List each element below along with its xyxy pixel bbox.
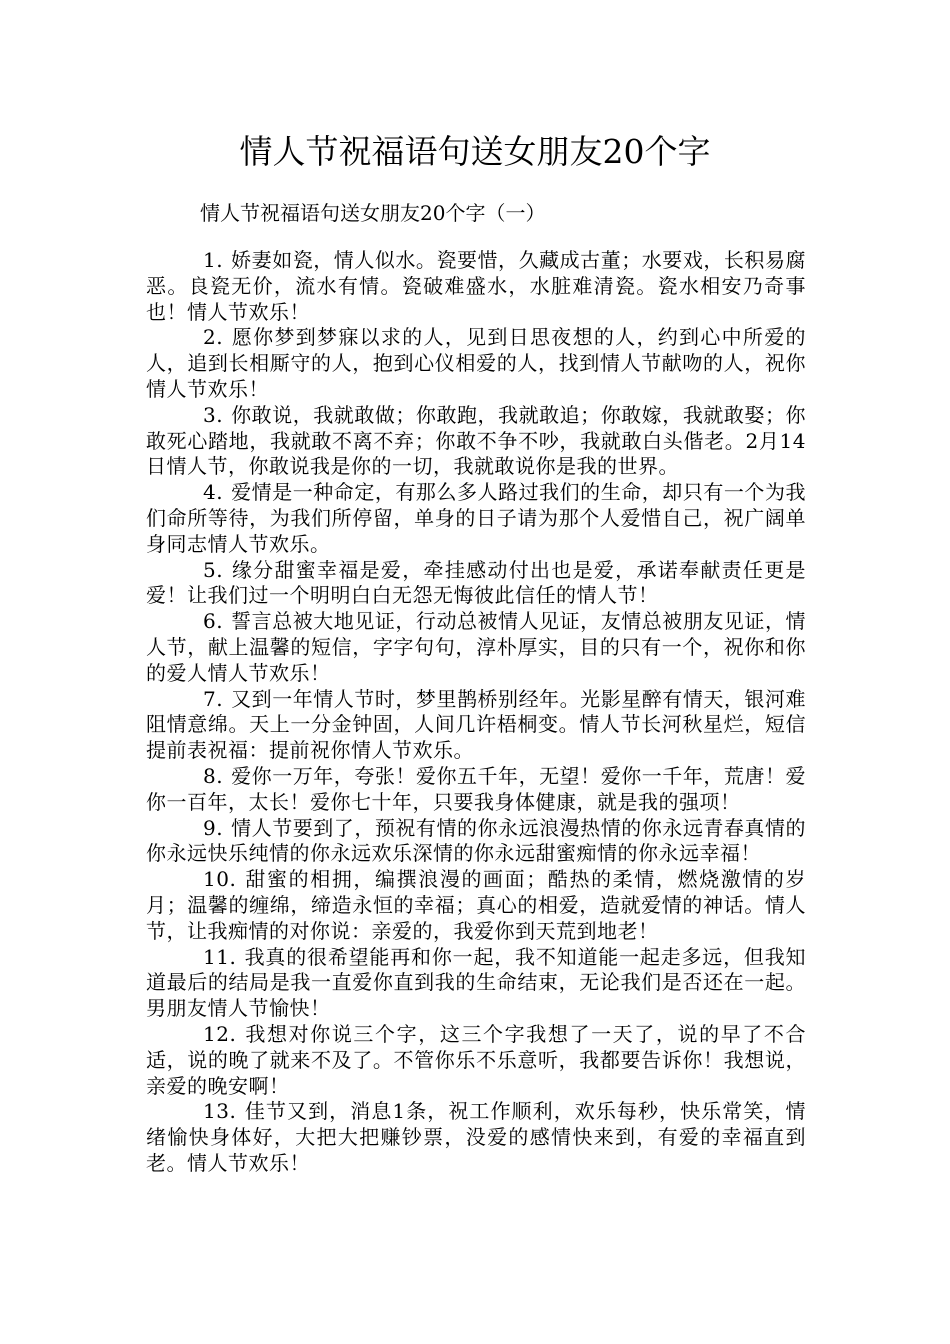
item-number: 3. bbox=[203, 402, 224, 427]
list-item bbox=[146, 945, 806, 1022]
item-text: 情人节要到了，预祝有情的你永远浪漫热情的你永远青春真情的你永远快乐纯情的你永远欢乐深情的你永远甜蜜痴情的你永远幸福！ bbox=[146, 815, 806, 866]
list-item bbox=[146, 764, 806, 816]
item-text: 佳节又到，消息1条，祝工作顺利，欢乐每秒，快乐常笑，情绪愉快身体好，大把大把赚钞票，没爱的感情快来到，有爱的幸福直到老。情人节欢乐！ bbox=[146, 1099, 806, 1175]
item-text: 爱情是一种命定，有那么多人路过我们的生命，却只有一个为我们命所等待，为我们所停留，单身的日子请为那个人爱惜自己，祝广阔单身同志情人节欢乐。 bbox=[146, 480, 806, 556]
item-text: 缘分甜蜜幸福是爱，牵挂感动付出也是爱，承诺奉献责任更是爱！让我们过一个明明白白无怨无悔彼此信任的情人节！ bbox=[146, 557, 806, 608]
item-text: 誓言总被大地见证，行动总被情人见证，友情总被朋友见证，情人节，献上温馨的短信，字字句句，淳朴厚实，目的只有一个，祝你和你的爱人情人节欢乐！ bbox=[146, 609, 806, 685]
item-number: 8. bbox=[203, 763, 224, 788]
list-item bbox=[146, 609, 806, 686]
item-number: 10. bbox=[203, 867, 237, 892]
item-text: 又到一年情人节时，梦里鹊桥别经年。光影星醉有情天，银河难阻情意绵。天上一分金钟固，人间几许梧桐变。情人节长河秋星烂，短信提前表祝福：提前祝你情人节欢乐。 bbox=[146, 686, 806, 763]
list-item bbox=[146, 867, 806, 944]
item-text: 甜蜜的相拥，编撰浪漫的画面；酷热的柔情，燃烧激情的岁月；温馨的缠绵，缔造永恒的幸福；真心的相爱，造就爱情的神话。情人节，让我痴情的对你说：亲爱的，我爱你到天荒到地老！ bbox=[146, 867, 806, 943]
item-number: 2. bbox=[203, 325, 224, 350]
item-number: 11. bbox=[203, 944, 237, 969]
list-item bbox=[146, 1099, 806, 1176]
item-number: 5. bbox=[203, 557, 224, 582]
list-item bbox=[146, 687, 806, 764]
item-number: 4. bbox=[203, 480, 224, 505]
item-text: 娇妻如瓷，情人似水。瓷要惜，久藏成古董；水要戏，长积易腐恶。良瓷无价，流水有情。瓷破难盛水，水脏难清瓷。瓷水相安乃奇事也！情人节欢乐！ bbox=[146, 248, 806, 324]
greeting-list bbox=[146, 248, 806, 1177]
item-text: 你敢说，我就敢做；你敢跑，我就敢追；你敢嫁，我就敢娶；你敢死心踏地，我就敢不离不弃；你敢不争不吵，我就敢白头偕老。2月14日情人节，你敢说我是你的一切，我就敢说你是我的世界。 bbox=[146, 402, 806, 479]
list-item bbox=[146, 816, 806, 868]
item-number: 13. bbox=[203, 1099, 237, 1124]
list-item bbox=[146, 325, 806, 402]
item-number: 9. bbox=[203, 815, 224, 840]
list-item bbox=[146, 1022, 806, 1099]
item-number: 7. bbox=[203, 686, 224, 711]
list-item bbox=[146, 558, 806, 610]
item-text: 愿你梦到梦寐以求的人，见到日思夜想的人，约到心中所爱的人，追到长相厮守的人，抱到心仪相爱的人，找到情人节献吻的人，祝你情人节欢乐！ bbox=[146, 325, 806, 401]
item-text: 我真的很希望能再和你一起，我不知道能一起走多远，但我知道最后的结局是我一直爱你直到我的生命结束，无论我们是否还在一起。男朋友情人节愉快！ bbox=[146, 944, 806, 1021]
document-subtitle: 情人节祝福语句送女朋友20个字（一） bbox=[200, 201, 546, 225]
item-number: 12. bbox=[203, 1021, 237, 1046]
item-text: 我想对你说三个字，这三个字我想了一天了，说的早了不合适，说的晚了就来不及了。不管你乐不乐意听，我都要告诉你！我想说，亲爱的晚安啊！ bbox=[146, 1021, 806, 1098]
item-number: 6. bbox=[203, 609, 224, 634]
document-title: 情人节祝福语句送女朋友20个字 bbox=[239, 132, 711, 171]
item-number: 1. bbox=[203, 248, 224, 272]
list-item bbox=[146, 480, 806, 557]
list-item bbox=[146, 248, 806, 325]
list-item bbox=[146, 403, 806, 480]
item-text: 爱你一万年，夸张！爱你五千年，无望！爱你一千年，荒唐！爱你一百年，太长！爱你七十年，只要我身体健康，就是我的强项！ bbox=[146, 763, 806, 814]
